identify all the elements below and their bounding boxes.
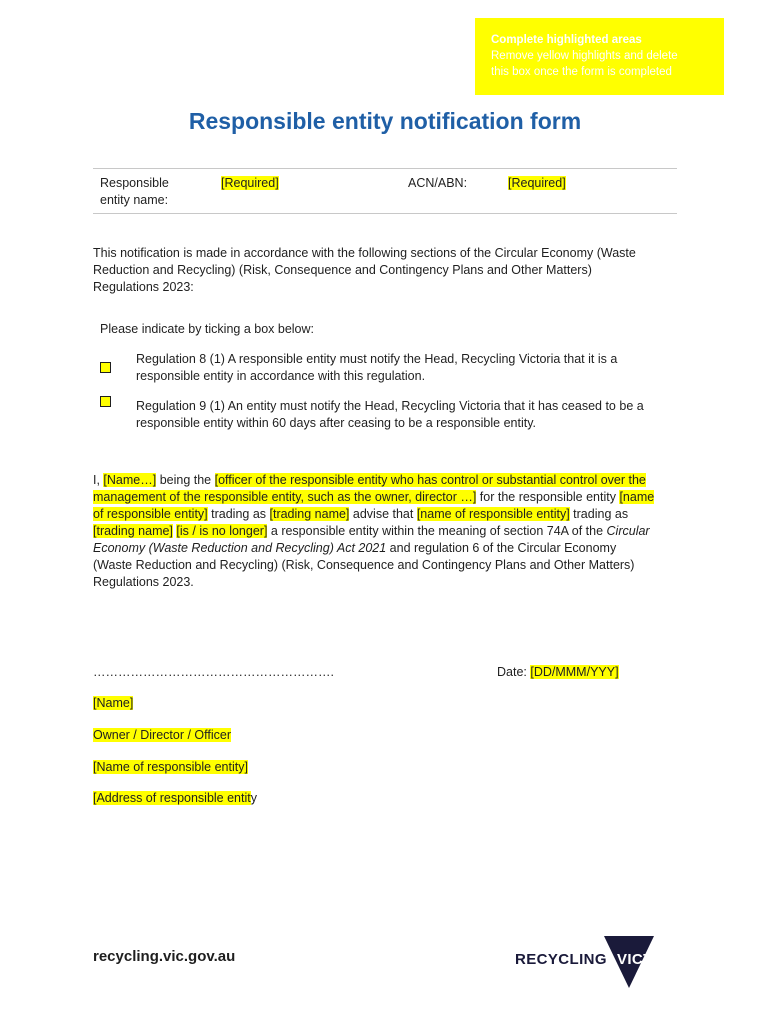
signatory-entity[interactable]: [Name of responsible entity]	[93, 760, 248, 774]
instruction-box	[475, 18, 724, 95]
trading-name-field-2[interactable]: [trading name]	[93, 524, 173, 538]
logo-wordmark: RECYCLING VICTORIA	[515, 951, 692, 968]
officer-field-cont[interactable]: management of the responsible entity, such as the owner, director …]	[93, 490, 477, 504]
entity-name-inline-field-cont[interactable]: of responsible entity]	[93, 507, 208, 521]
declaration-paragraph: I, [Name…] being the [officer of the responsible entity who has control or substantial control over the management of the responsible entity, such as the owner, director …] for the responsible entity [name of responsible entity] trading as [trading name] advise that [name of responsible entity] trading as [trading name] [is / is no longer] a responsible entity within the meaning of section 74A of the Circular Economy (Waste Reduction and Recycling) Act 2021 and regulation 6 of the Circular Economy (Waste Reduction and Recycling) (Risk, Consequence and Contingency Plans and Other Matters) Regulations 2023.	[93, 473, 655, 589]
regulation-9-text: Regulation 9 (1) An entity must notify the Head, Recycling Victoria that it has ceased to be a responsible entity within 60 days after ceasing to be a responsible entity.	[136, 399, 644, 430]
entity-name-field[interactable]: [Required]	[221, 176, 279, 190]
signatory-address[interactable]: [Address of responsible entity	[93, 791, 257, 805]
officer-field[interactable]: [officer of the responsible entity who has control or substantial control over the	[214, 473, 646, 487]
trading-name-field[interactable]: [trading name]	[269, 507, 350, 521]
regulation-9-checkbox[interactable]	[100, 396, 111, 407]
recycling-victoria-logo	[515, 935, 700, 995]
regulation-8-text: Regulation 8 (1) A responsible entity must notify the Head, Recycling Victoria that it is a responsible entity in accordance with this regulation.	[136, 352, 618, 383]
date-field[interactable]: [DD/MMM/YYY]	[530, 665, 619, 679]
instruction-title: Complete highlighted areas	[491, 34, 642, 46]
table-bottom-rule	[93, 213, 677, 214]
signatory-name[interactable]: [Name]	[93, 696, 134, 710]
name-field[interactable]: [Name…]	[103, 473, 157, 487]
acn-abn-field[interactable]: [Required]	[508, 176, 566, 190]
acn-abn-label: ACN/ABN:	[408, 176, 468, 190]
page-title: Responsible entity notification form	[188, 108, 582, 134]
website-url[interactable]: recycling.vic.gov.au	[93, 948, 236, 965]
table-top-rule	[93, 168, 677, 169]
entity-name-label: Responsible entity name:	[100, 176, 169, 207]
signature-line[interactable]: ………………………………………………….	[93, 665, 334, 679]
instruction-line: Remove yellow highlights and delete	[491, 50, 678, 62]
entity-name-field-2[interactable]: [name of responsible entity]	[416, 507, 570, 521]
status-field[interactable]: [is / is no longer]	[176, 524, 268, 538]
entity-name-inline-field[interactable]: [name	[619, 490, 655, 504]
tick-prompt: Please indicate by ticking a box below:	[100, 322, 315, 336]
instruction-line: this box once the form is completed	[491, 66, 672, 78]
signatory-role[interactable]: Owner / Director / Officer	[93, 728, 231, 742]
regulation-8-checkbox[interactable]	[100, 362, 111, 373]
intro-paragraph: This notification is made in accordance with the following sections of the Circular Economy (Waste Reduction and Recycling) (Risk, Consequence and Contingency Plans and Other Matters) Regulations 2023:	[93, 246, 636, 294]
date-line: Date: [DD/MMM/YYY]	[497, 665, 619, 679]
